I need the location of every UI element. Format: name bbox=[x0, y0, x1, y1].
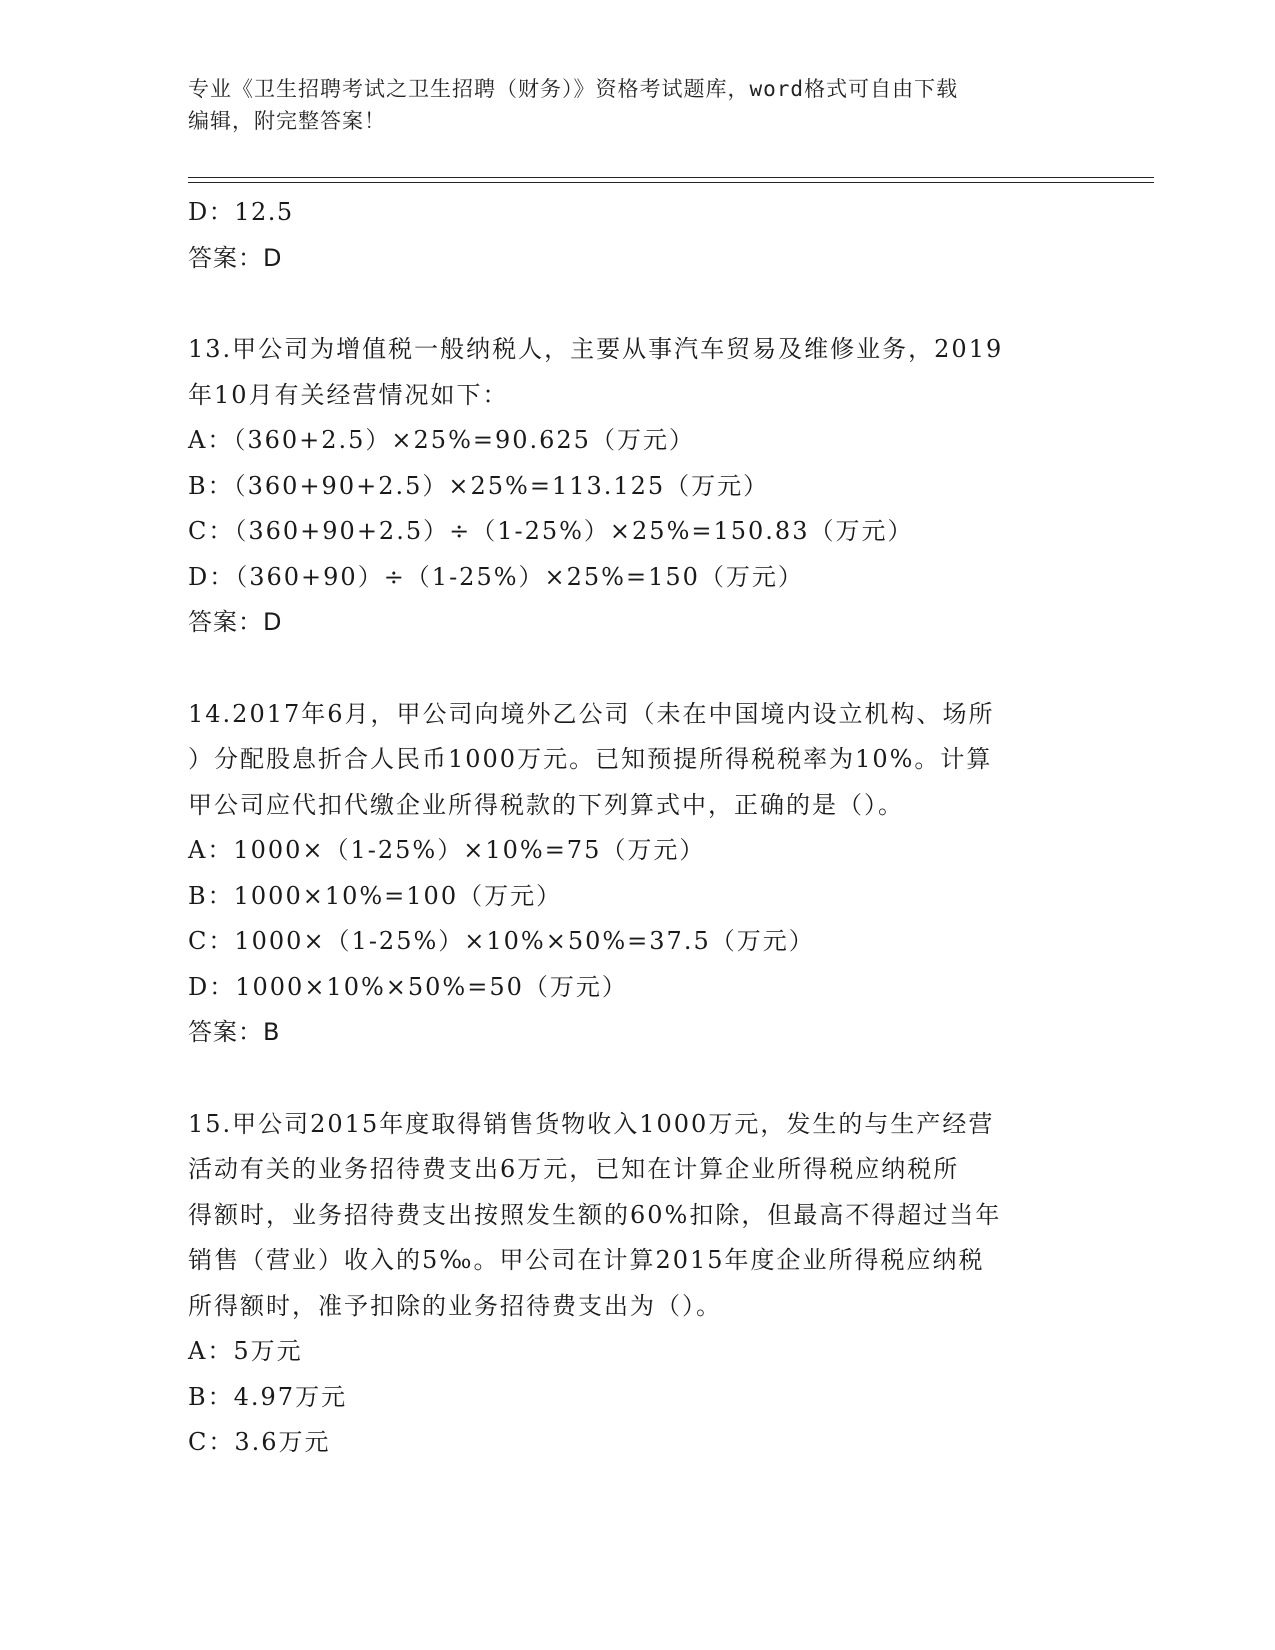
answer-line: 答案：B bbox=[188, 1018, 281, 1046]
option-b: B：（360+90+2.5）×25%=113.125（万元） bbox=[188, 471, 770, 500]
option-d: D：12.5 bbox=[188, 198, 294, 226]
question-15 bbox=[188, 1102, 1088, 1466]
question-stem-line: 所得额时，准予扣除的业务招待费支出为（）。 bbox=[188, 1291, 722, 1320]
question-stem-line: 活动有关的业务招待费支出6万元，已知在计算企业所得税应纳税所 bbox=[188, 1155, 960, 1183]
option-b: B：4.97万元 bbox=[188, 1382, 348, 1411]
option-a: A：5万元 bbox=[188, 1337, 303, 1365]
answer-line: 答案：D bbox=[188, 243, 283, 272]
option-c: C：3.6万元 bbox=[188, 1428, 331, 1456]
header-line-1: 专业《卫生招聘考试之卫生招聘（财务）》资格考试题库，word格式可自由下载 bbox=[188, 77, 959, 101]
question-stem-line: ）分配股息折合人民币1000万元。已知预提所得税税率为10%。计算 bbox=[188, 745, 993, 773]
question-stem-line: 得额时，业务招待费支出按照发生额的60%扣除，但最高不得超过当年 bbox=[188, 1200, 1002, 1229]
option-a: A：（360+2.5）×25%=90.625（万元） bbox=[188, 426, 695, 454]
option-b: B：1000×10%=100（万元） bbox=[188, 881, 563, 910]
question-stem-line: 15.甲公司2015年度取得销售货物收入1000万元，发生的与生产经营 bbox=[188, 1109, 995, 1138]
header-divider-bottom bbox=[188, 182, 1154, 183]
spacer bbox=[188, 281, 1088, 327]
option-a: A：1000×（1-25%）×10%=75（万元） bbox=[188, 836, 706, 864]
answer-line: 答案：D bbox=[188, 608, 283, 636]
question-13 bbox=[188, 327, 1088, 646]
question-stem-line: 年10月有关经营情况如下： bbox=[188, 380, 509, 409]
question-stem-line: 13.甲公司为增值税一般纳税人，主要从事汽车贸易及维修业务，2019 bbox=[188, 335, 1004, 363]
question-14 bbox=[188, 692, 1088, 1056]
document-body bbox=[188, 190, 1088, 1466]
question-stem-line: 甲公司应代扣代缴企业所得税款的下列算式中，正确的是（）。 bbox=[188, 790, 904, 819]
option-d: D：（360+90）÷（1-25%）×25%=150（万元） bbox=[188, 562, 804, 591]
previous-question-tail bbox=[188, 190, 1088, 281]
question-stem-line: 14.2017年6月，甲公司向境外乙公司（未在中国境内设立机构、场所 bbox=[188, 699, 995, 728]
spacer bbox=[188, 646, 1088, 692]
question-stem-line: 销售（营业）收入的5‰。甲公司在计算2015年度企业所得税应纳税 bbox=[188, 1246, 985, 1274]
page-header bbox=[188, 73, 1068, 137]
option-d: D：1000×10%×50%=50（万元） bbox=[188, 972, 628, 1001]
spacer bbox=[188, 1056, 1088, 1102]
option-c: C：1000×（1-25%）×10%×50%=37.5（万元） bbox=[188, 927, 815, 955]
header-divider-top bbox=[188, 177, 1154, 178]
header-line-2: 编辑，附完整答案！ bbox=[188, 109, 386, 133]
option-c: C：（360+90+2.5）÷（1-25%）×25%=150.83（万元） bbox=[188, 517, 914, 545]
